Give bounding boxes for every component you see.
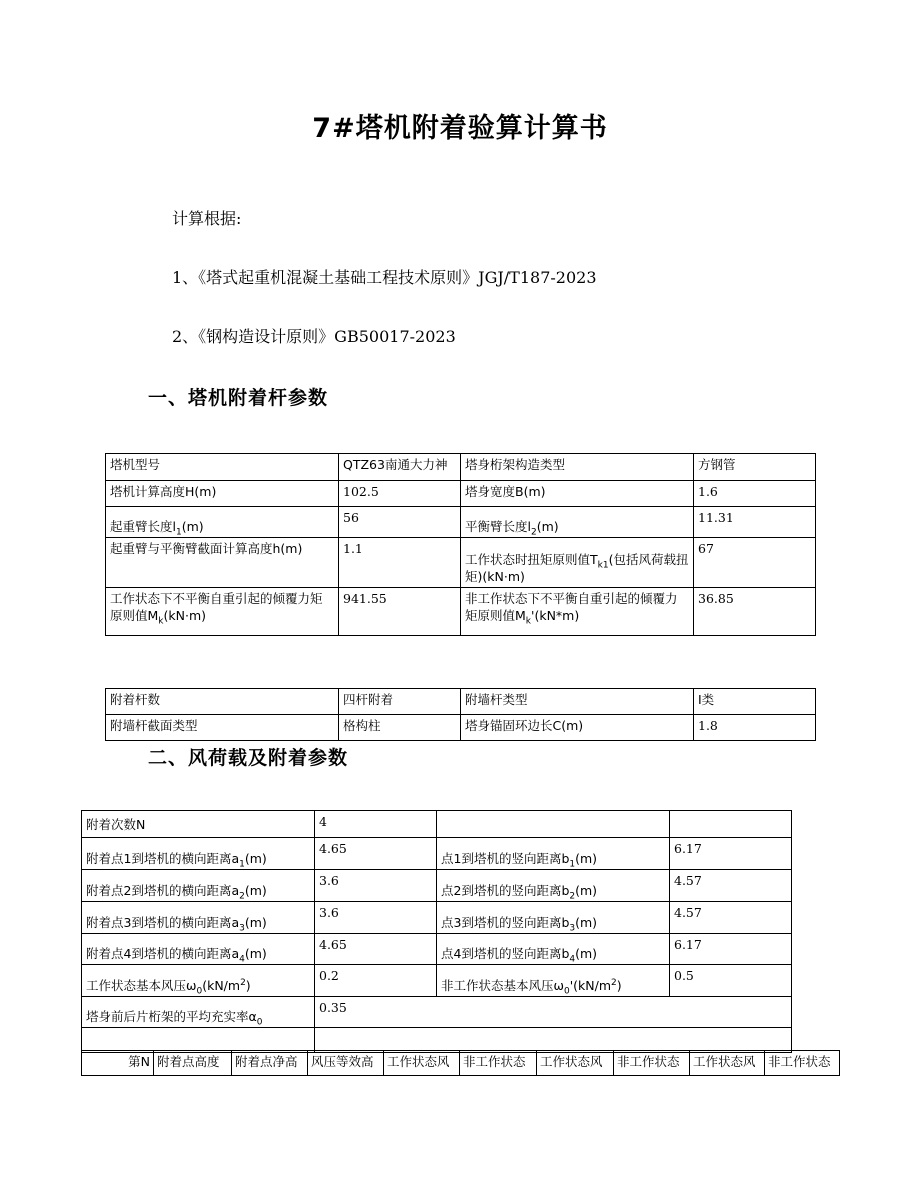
attach-count-value: 4	[315, 811, 437, 838]
table-row	[82, 811, 792, 838]
working-wind-pressure-value: 0.2	[315, 965, 437, 997]
non-working-wind-pressure-value: 0.5	[670, 965, 792, 997]
working-wind-pressure-label: 工作状态基本风压$\omega_0(kN/m^2)$	[82, 965, 315, 997]
empty-cell	[315, 1028, 792, 1053]
point4-horizontal-label: 附着点4到塔机的横向距离$a_4(m)$	[82, 934, 315, 965]
column-header: 风压等效高	[308, 1051, 384, 1076]
section-height-value: 1.1	[339, 538, 461, 588]
crane-model-value: QTZ63南通大力神	[339, 454, 461, 481]
column-header: 第N	[82, 1051, 154, 1076]
tower-width-label: 塔身宽度B(m)	[461, 481, 694, 507]
section-2-heading: 二、风荷载及附着参数	[148, 747, 349, 769]
empty-cell	[82, 1028, 315, 1053]
non-working-wind-pressure-label: 非工作状态基本风压$\omega_0'(kN/m^2)$	[437, 965, 670, 997]
wall-rod-type-value: I类	[694, 689, 816, 715]
jib-length-label: 起重臂长度$l_1(m)$	[106, 507, 339, 538]
column-header: 非工作状态	[614, 1051, 690, 1076]
crane-model-label: 塔机型号	[106, 454, 339, 481]
column-header: 非工作状态	[765, 1051, 840, 1076]
column-header: 非工作状态	[460, 1051, 537, 1076]
rod-section-type-value: 格构柱	[339, 715, 461, 741]
reference-2: 2、《钢构造设计原则》GB50017-2023	[172, 327, 456, 346]
point4-vertical-label: 点4到塔机的竖向距离$b_4(m)$	[437, 934, 670, 965]
column-header: 工作状态风	[537, 1051, 614, 1076]
working-moment-value: 941.55	[339, 588, 461, 636]
anchor-ring-value: 1.8	[694, 715, 816, 741]
basis-heading: 计算根据:	[172, 209, 242, 228]
table-row	[82, 997, 792, 1028]
counter-jib-length-value: 11.31	[694, 507, 816, 538]
point1-vertical-label: 点1到塔机的竖向距离$b_1(m)$	[437, 838, 670, 870]
point1-vertical-value: 6.17	[670, 838, 792, 870]
working-torque-value: 67	[694, 538, 816, 588]
column-header: 附着点净高	[232, 1051, 308, 1076]
point4-horizontal-value: 4.65	[315, 934, 437, 965]
table-row	[106, 481, 816, 507]
anchor-ring-label: 塔身锚固环边长C(m)	[461, 715, 694, 741]
point3-horizontal-value: 3.6	[315, 902, 437, 934]
crane-height-value: 102.5	[339, 481, 461, 507]
truss-type-label: 塔身桁架构造类型	[461, 454, 694, 481]
non-working-moment-value: 36.85	[694, 588, 816, 636]
table-row	[82, 1028, 792, 1053]
point1-horizontal-value: 4.65	[315, 838, 437, 870]
empty-cell	[437, 811, 670, 838]
empty-cell	[670, 811, 792, 838]
table-row	[106, 507, 816, 538]
table-row	[82, 902, 792, 934]
column-header: 工作状态风	[384, 1051, 460, 1076]
working-torque-label: 工作状态时扭矩原则值$T_{k1}$(包括风荷载扭矩)(kN·m)	[461, 538, 694, 588]
point2-horizontal-label: 附着点2到塔机的横向距离$a_2(m)$	[82, 870, 315, 902]
point2-vertical-value: 4.57	[670, 870, 792, 902]
point4-vertical-value: 6.17	[670, 934, 792, 965]
rod-section-type-label: 附墙杆截面类型	[106, 715, 339, 741]
truss-type-value: 方钢管	[694, 454, 816, 481]
rod-count-value: 四杆附着	[339, 689, 461, 715]
tower-crane-params-table	[105, 453, 816, 636]
working-moment-label: 工作状态下不平衡自重引起的倾覆力矩原则值$M_k(kN\cdot m)$	[106, 588, 339, 636]
table-row	[82, 870, 792, 902]
counter-jib-length-label: 平衡臂长度$l_2(m)$	[461, 507, 694, 538]
solidity-ratio-label: 塔身前后片桁架的平均充实率$\alpha_0$	[82, 997, 315, 1028]
table-row	[106, 538, 816, 588]
non-working-moment-label: 非工作状态下不平衡自重引起的倾覆力矩原则值$M_k'(kN*m)$	[461, 588, 694, 636]
attachment-height-table	[81, 1050, 840, 1076]
attach-count-label: 附着次数N	[82, 811, 315, 838]
point1-horizontal-label: 附着点1到塔机的横向距离$a_1(m)$	[82, 838, 315, 870]
jib-length-value: 56	[339, 507, 461, 538]
reference-1: 1、《塔式起重机混凝土基础工程技术原则》JGJ/T187-2023	[172, 268, 597, 287]
table-row	[106, 588, 816, 636]
point3-vertical-value: 4.57	[670, 902, 792, 934]
point2-vertical-label: 点2到塔机的竖向距离$b_2(m)$	[437, 870, 670, 902]
table-row	[82, 934, 792, 965]
table-row	[106, 689, 816, 715]
point3-horizontal-label: 附着点3到塔机的横向距离$a_3(m)$	[82, 902, 315, 934]
rod-count-label: 附着杆数	[106, 689, 339, 715]
column-header: 工作状态风	[690, 1051, 765, 1076]
table-row	[106, 715, 816, 741]
table-row	[106, 454, 816, 481]
table-row	[82, 838, 792, 870]
wind-load-params-table	[81, 810, 792, 1053]
crane-height-label: 塔机计算高度H(m)	[106, 481, 339, 507]
table-row	[82, 965, 792, 997]
point3-vertical-label: 点3到塔机的竖向距离$b_3(m)$	[437, 902, 670, 934]
point2-horizontal-value: 3.6	[315, 870, 437, 902]
table-header-row	[82, 1051, 840, 1076]
column-header: 附着点高度	[154, 1051, 232, 1076]
section-1-heading: 一、塔机附着杆参数	[148, 387, 329, 409]
section-height-label: 起重臂与平衡臂截面计算高度h(m)	[106, 538, 339, 588]
tower-width-value: 1.6	[694, 481, 816, 507]
solidity-ratio-value: 0.35	[315, 997, 792, 1028]
attachment-rod-table	[105, 688, 816, 741]
document-title: 7#塔机附着验算计算书	[312, 113, 608, 144]
wall-rod-type-label: 附墙杆类型	[461, 689, 694, 715]
